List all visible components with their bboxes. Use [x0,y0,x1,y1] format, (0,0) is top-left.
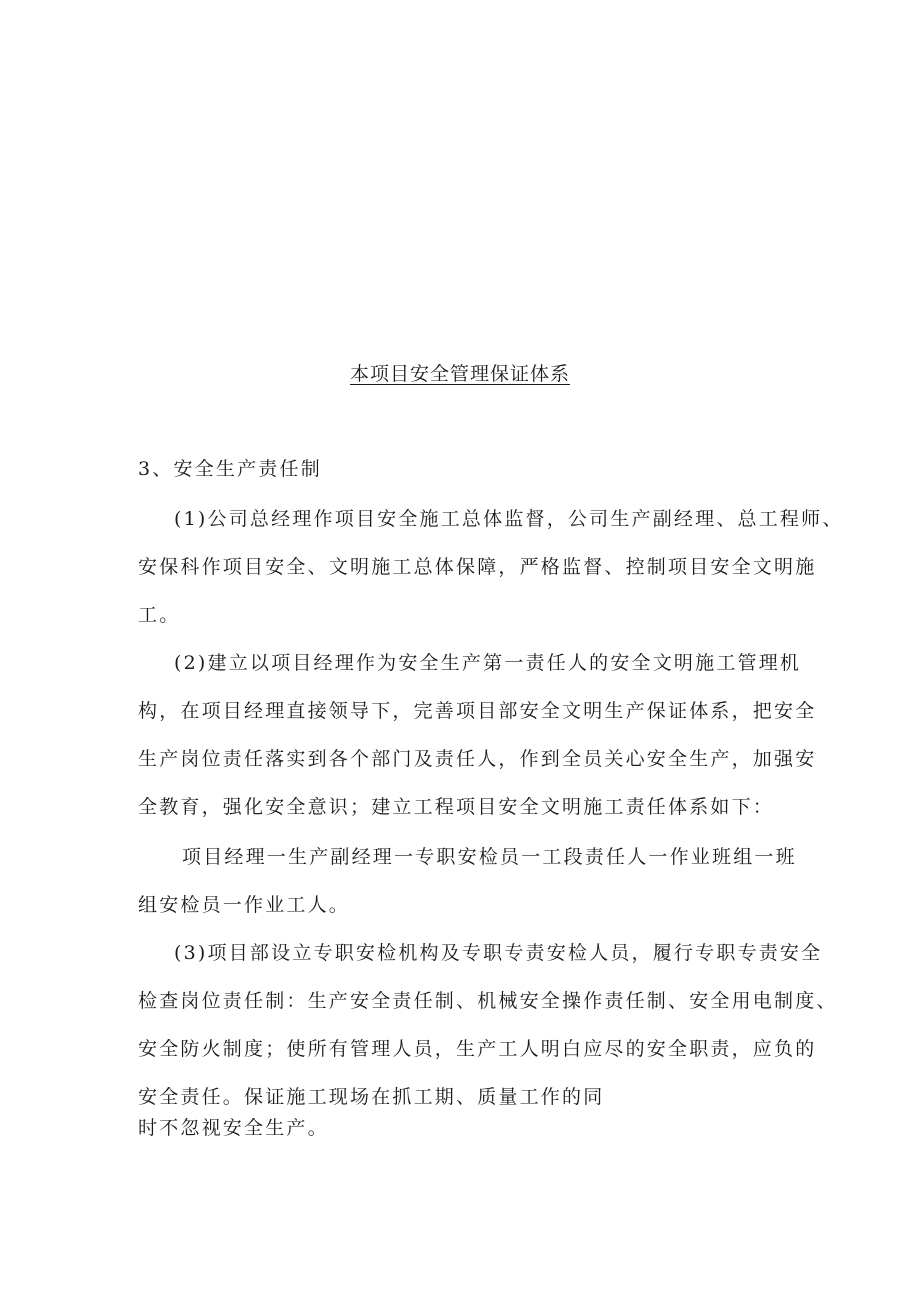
document-title [0,362,920,386]
paragraph-line: (1)公司总经理作项目安全施工总体监督，公司生产副经理、总工程师、 [174,508,844,530]
paragraph-line: 构，在项目经理直接领导下，完善项目部安全文明生产保证体系，把安全 [138,700,817,722]
paragraph-line: 全教育，强化安全意识；建立工程项目安全文明施工责任体系如下： [138,796,775,818]
paragraph-line: 时不忽视安全生产。 [138,1117,329,1139]
paragraph-line: 生产岗位责任落实到各个部门及责任人，作到全员关心安全生产，加强安 [138,748,817,770]
paragraph-line: 安全责任。保证施工现场在抓工期、质量工作的同 [138,1086,605,1108]
paragraph-line: 安全防火制度；使所有管理人员，生产工人明白应尽的安全职责，应负的 [138,1038,817,1060]
paragraph-line: 项目经理一生产副经理一专职安检员一工段责任人一作业班组一班 [182,846,797,868]
paragraph-line: 安保科作项目安全、文明施工总体保障，严格监督、控制项目安全文明施 [138,556,817,578]
paragraph-line: 检查岗位责任制：生产安全责任制、机械安全操作责任制、安全用电制度、 [138,990,838,1012]
paragraph-line: 工。 [138,604,181,626]
section-heading: 3、安全生产责任制 [138,458,322,480]
document-title-text: 本项目安全管理保证体系 [349,363,570,385]
paragraph-line: (3)项目部设立专职安检机构及专职专责安检人员，履行专职专责安全 [174,942,823,964]
paragraph-line: (2)建立以项目经理作为安全生产第一责任人的安全文明施工管理机 [174,652,802,674]
paragraph-line: 组安检员一作业工人。 [138,894,351,916]
